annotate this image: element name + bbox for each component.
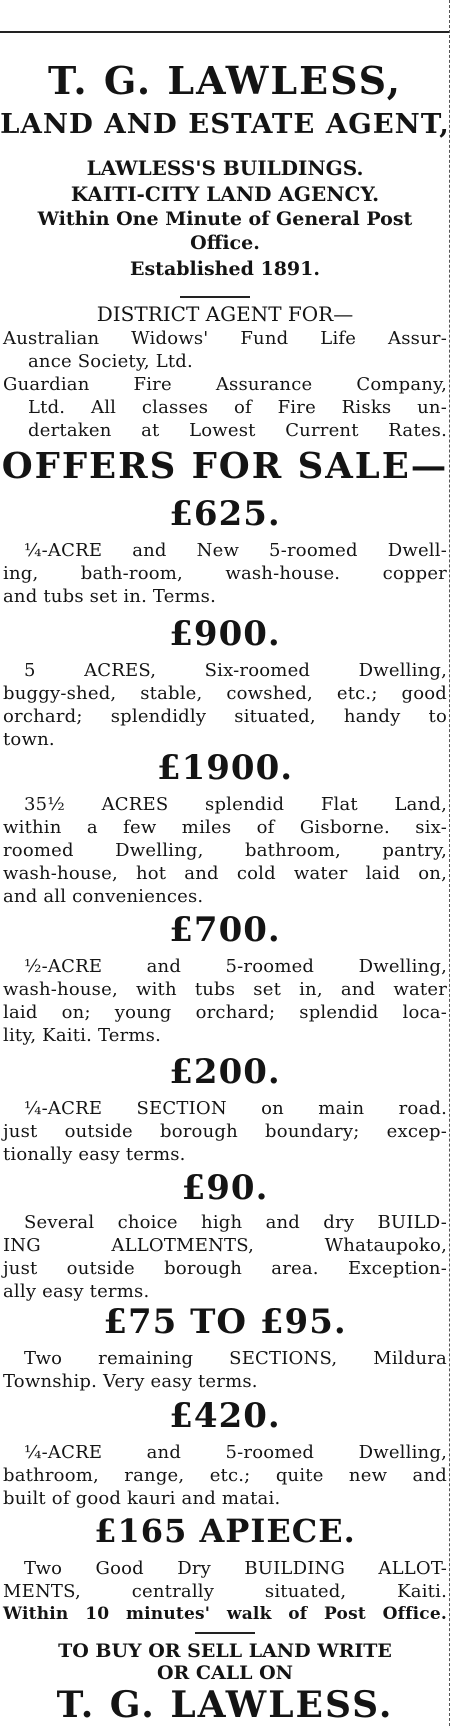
listing-line: ally easy terms. <box>3 1281 150 1302</box>
listing-line: and tubs set in. Terms. <box>3 586 217 607</box>
listing-line: wash-house, hot and cold water laid on, <box>3 863 447 884</box>
listing-line: orchard; splendidly situated, handy to <box>3 706 447 727</box>
listing-line: ¼-ACRE and 5-roomed Dwelling, <box>24 1442 447 1463</box>
listing-price: £700. <box>169 910 281 950</box>
listing-line: 35½ ACRES splendid Flat Land, <box>24 794 447 815</box>
listing-line: built of good kauri and matai. <box>3 1488 281 1509</box>
listing-line: ½-ACRE and 5-roomed Dwelling, <box>24 956 447 977</box>
listing-line: just outside borough area. Exception- <box>3 1258 447 1279</box>
listing-line: MENTS, centrally situated, Kaiti. <box>3 1581 447 1602</box>
district-heading: DISTRICT AGENT FOR— <box>96 302 354 326</box>
listing-price: £75 TO £95. <box>103 1302 347 1342</box>
listing-price: £900. <box>169 614 281 654</box>
location-line-2: Office. <box>190 232 260 254</box>
district-line: Australian Widows' Fund Life Assur- <box>3 328 447 349</box>
district-line: Guardian Fire Assurance Company, <box>3 374 447 395</box>
district-line: ance Society, Ltd. <box>28 351 193 372</box>
listing-line: and all conveniences. <box>3 886 204 907</box>
listing-line: tionally easy terms. <box>3 1144 186 1165</box>
listing-line: bathroom, range, etc.; quite new and <box>3 1465 447 1486</box>
district-line: dertaken at Lowest Current Rates. <box>28 420 447 441</box>
listing-line: Within 10 minutes' walk of Post Office. <box>3 1604 447 1624</box>
location-line-1: Within One Minute of General Post <box>37 208 413 230</box>
agent-name: T. G. LAWLESS, <box>48 58 402 103</box>
listing-line: Several choice high and dry BUILD- <box>24 1212 447 1233</box>
offers-heading: OFFERS FOR SALE— <box>1 446 449 487</box>
listing-line: wash-house, with tubs set in, and water <box>3 979 447 1000</box>
district-line: Ltd. All classes of Fire Risks un- <box>28 397 447 418</box>
listing-price: £625. <box>169 494 281 534</box>
listing-line: ¼-ACRE SECTION on main road. <box>24 1098 447 1119</box>
listing-price: £1900. <box>156 748 294 788</box>
listing-line: 5 ACRES, Six-roomed Dwelling, <box>24 660 447 681</box>
listing-line: ing, bath-room, wash-house. copper <box>3 563 447 584</box>
listing-line: laid on; young orchard; splendid loca- <box>3 1002 447 1023</box>
agent-title: LAND AND ESTATE AGENT, <box>0 108 450 140</box>
divider-rule <box>180 296 250 298</box>
listing-line: within a few miles of Gisborne. six- <box>3 817 447 838</box>
listing-price: £90. <box>181 1168 269 1208</box>
listing-line: Two Good Dry BUILDING ALLOT- <box>24 1558 447 1579</box>
agency-line: KAITI-CITY LAND AGENCY. <box>70 182 380 206</box>
listing-price: £200. <box>169 1052 281 1092</box>
buildings-line: LAWLESS'S BUILDINGS. <box>86 156 364 180</box>
footer-line-2: OR CALL ON <box>156 1662 294 1684</box>
listing-line: ING ALLOTMENTS, Whataupoko, <box>3 1235 447 1256</box>
listing-line: buggy-shed, stable, cowshed, etc.; good <box>3 683 447 704</box>
listing-line: Township. Very easy terms. <box>3 1371 258 1392</box>
top-rule <box>0 31 449 33</box>
established-line: Established 1891. <box>130 258 320 280</box>
listing-line: roomed Dwelling, bathroom, pantry, <box>3 840 447 861</box>
listing-line: town. <box>3 729 55 750</box>
listing-line: Two remaining SECTIONS, Mildura <box>24 1348 447 1369</box>
listing-line: just outside borough boundary; excep- <box>3 1121 447 1142</box>
listing-price: £420. <box>169 1396 281 1436</box>
listing-line: lity, Kaiti. Terms. <box>3 1025 162 1046</box>
footer-agent-name: T. G. LAWLESS. <box>56 1684 394 1726</box>
listing-line: ¼-ACRE and New 5-roomed Dwell- <box>24 540 447 561</box>
footer-line-1: TO BUY OR SELL LAND WRITE <box>58 1640 392 1662</box>
listing-price: £165 APIECE. <box>94 1512 356 1550</box>
divider-rule <box>195 1632 255 1634</box>
